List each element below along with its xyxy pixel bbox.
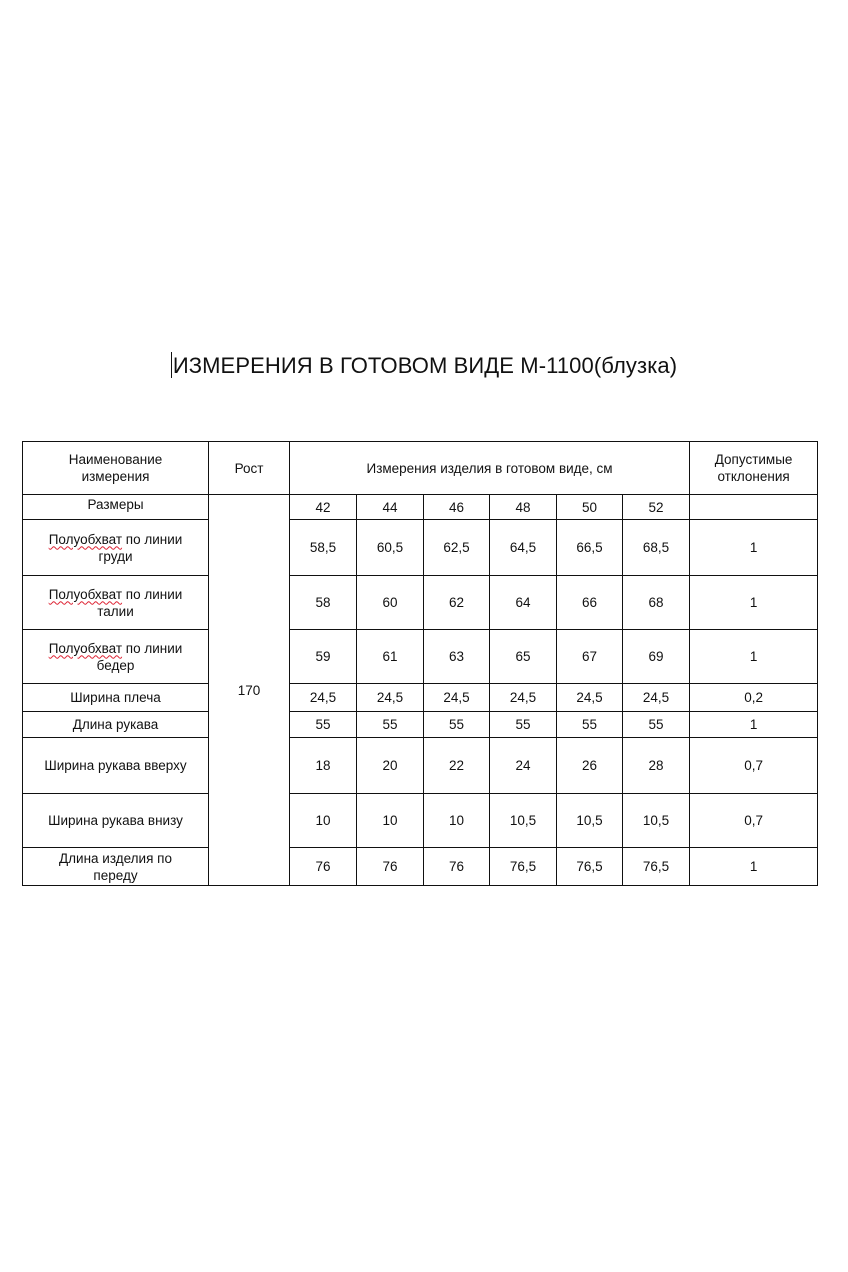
value-cell: 60 <box>357 576 424 630</box>
value-cell: 10 <box>290 794 357 848</box>
value-cell: 76,5 <box>490 848 557 886</box>
value-cell: 55 <box>490 712 557 738</box>
size-cell: 52 <box>623 495 690 520</box>
row-name-line2: переду <box>93 867 138 883</box>
value-cell: 24,5 <box>357 684 424 712</box>
value-cell: 60,5 <box>357 520 424 576</box>
header-tolerance-line1: Допустимые <box>714 452 793 467</box>
row-name-line2: бедер <box>96 657 135 673</box>
value-cell: 76 <box>424 848 490 886</box>
sizes-row <box>23 495 818 520</box>
value-cell: 59 <box>290 630 357 684</box>
document-title-text: ИЗМЕРЕНИЯ В ГОТОВОМ ВИДЕ М-1100(блузка) <box>172 353 678 378</box>
value-cell: 28 <box>623 738 690 794</box>
value-cell: 58,5 <box>290 520 357 576</box>
row-name-line2: талии <box>97 603 134 619</box>
value-cell: 63 <box>424 630 490 684</box>
value-cell: 64,5 <box>490 520 557 576</box>
value-cell: 68 <box>623 576 690 630</box>
row-name-line2: груди <box>98 548 133 564</box>
tolerance-cell: 1 <box>690 712 818 738</box>
row-name-underlined: Полуобхват <box>48 531 123 547</box>
value-cell: 65 <box>490 630 557 684</box>
table-row <box>23 520 818 576</box>
value-cell: 58 <box>290 576 357 630</box>
row-name-underlined: Полуобхват <box>48 586 123 602</box>
value-cell: 76,5 <box>623 848 690 886</box>
table-row <box>23 848 818 886</box>
tolerance-cell: 1 <box>690 520 818 576</box>
value-cell: 55 <box>557 712 623 738</box>
row-name-rest: по линии <box>122 531 183 547</box>
value-cell: 24,5 <box>557 684 623 712</box>
value-cell: 20 <box>357 738 424 794</box>
value-cell: 24,5 <box>490 684 557 712</box>
value-cell: 26 <box>557 738 623 794</box>
value-cell: 10,5 <box>623 794 690 848</box>
table-row <box>23 794 818 848</box>
text-cursor <box>171 352 172 378</box>
value-cell: 10 <box>424 794 490 848</box>
tolerance-cell: 0,7 <box>690 738 818 794</box>
table-row <box>23 712 818 738</box>
value-cell: 62,5 <box>424 520 490 576</box>
row-name-cell: Ширина плеча <box>23 684 209 712</box>
tolerance-cell: 1 <box>690 630 818 684</box>
value-cell: 10,5 <box>490 794 557 848</box>
value-cell: 24,5 <box>623 684 690 712</box>
value-cell: 69 <box>623 630 690 684</box>
header-tolerance-line2: отклонения <box>717 469 790 484</box>
tolerance-cell: 0,7 <box>690 794 818 848</box>
size-cell: 50 <box>557 495 623 520</box>
table-row <box>23 684 818 712</box>
value-cell: 62 <box>424 576 490 630</box>
value-cell: 61 <box>357 630 424 684</box>
header-height-cell: Рост <box>209 442 290 495</box>
size-cell: 42 <box>290 495 357 520</box>
header-name-cell <box>23 442 209 495</box>
document-title <box>0 352 848 379</box>
value-cell: 24 <box>490 738 557 794</box>
header-tolerance-cell <box>690 442 818 495</box>
value-cell: 68,5 <box>623 520 690 576</box>
table-row <box>23 630 818 684</box>
row-name-rest: по линии <box>122 586 183 602</box>
table-row <box>23 576 818 630</box>
value-cell: 76 <box>290 848 357 886</box>
value-cell: 18 <box>290 738 357 794</box>
table-row <box>23 738 818 794</box>
value-cell: 24,5 <box>290 684 357 712</box>
height-value-cell: 170 <box>209 495 290 886</box>
value-cell: 76,5 <box>557 848 623 886</box>
tolerance-cell: 0,2 <box>690 684 818 712</box>
size-cell: 44 <box>357 495 424 520</box>
value-cell: 55 <box>290 712 357 738</box>
sizes-label-cell: Размеры <box>23 495 209 520</box>
row-name-cell <box>23 520 209 576</box>
row-name-cell <box>23 630 209 684</box>
value-cell: 10 <box>357 794 424 848</box>
row-name-cell <box>23 576 209 630</box>
row-name-underlined: Полуобхват <box>48 640 123 656</box>
row-name-cell: Ширина рукава вверху <box>23 738 209 794</box>
row-name-cell: Длина рукава <box>23 712 209 738</box>
header-name-line2: измерения <box>81 469 150 484</box>
header-row <box>23 442 818 495</box>
value-cell: 67 <box>557 630 623 684</box>
value-cell: 66 <box>557 576 623 630</box>
header-name-line1: Наименование <box>68 452 163 467</box>
value-cell: 76 <box>357 848 424 886</box>
row-name-line1: Длина изделия по <box>59 850 172 866</box>
header-measurements-cell: Измерения изделия в готовом виде, см <box>290 442 690 495</box>
value-cell: 64 <box>490 576 557 630</box>
value-cell: 55 <box>623 712 690 738</box>
value-cell: 10,5 <box>557 794 623 848</box>
tolerance-cell: 1 <box>690 848 818 886</box>
size-cell: 48 <box>490 495 557 520</box>
value-cell: 55 <box>424 712 490 738</box>
row-name-cell <box>23 848 209 886</box>
value-cell: 24,5 <box>424 684 490 712</box>
size-tolerance-blank-cell <box>690 495 818 520</box>
value-cell: 66,5 <box>557 520 623 576</box>
value-cell: 22 <box>424 738 490 794</box>
row-name-cell: Ширина рукава внизу <box>23 794 209 848</box>
measurements-table <box>22 441 818 886</box>
row-name-rest: по линии <box>122 640 183 656</box>
value-cell: 55 <box>357 712 424 738</box>
tolerance-cell: 1 <box>690 576 818 630</box>
size-cell: 46 <box>424 495 490 520</box>
